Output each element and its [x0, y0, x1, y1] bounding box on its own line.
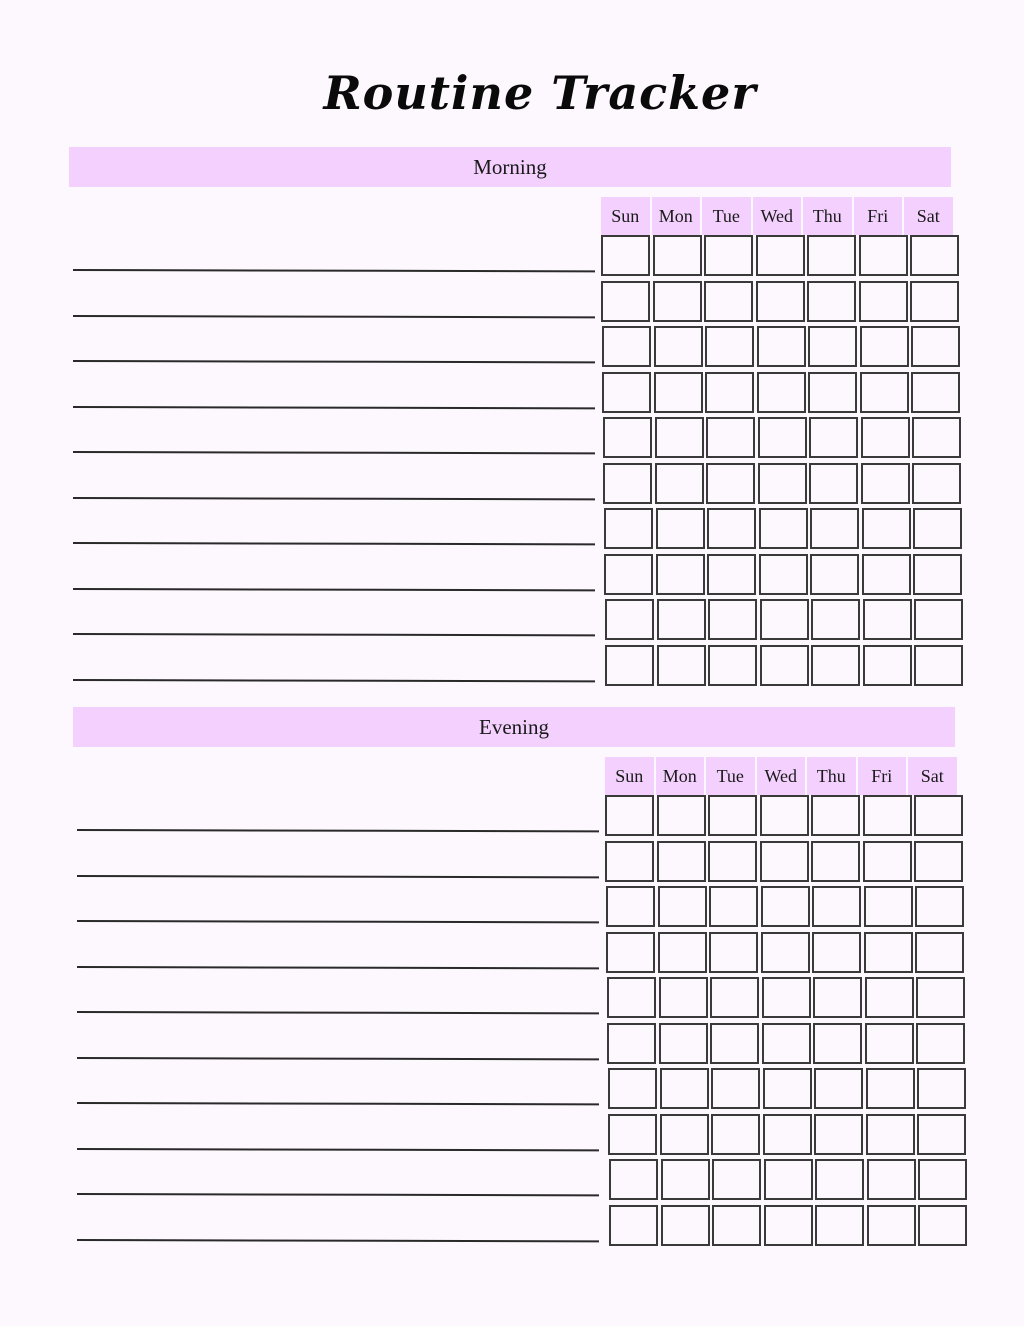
checkbox-thu[interactable]	[808, 372, 857, 413]
checkbox-sun[interactable]	[609, 1205, 658, 1246]
checkbox-sun[interactable]	[605, 841, 654, 882]
checkbox-thu[interactable]	[808, 326, 857, 367]
checkbox-row	[601, 281, 959, 322]
checkbox-thu[interactable]	[815, 1205, 864, 1246]
checkbox-sun[interactable]	[606, 886, 655, 927]
checkbox-thu[interactable]	[812, 932, 861, 973]
checkbox-wed[interactable]	[764, 1159, 813, 1200]
checkbox-thu[interactable]	[811, 599, 860, 640]
checkbox-mon[interactable]	[660, 1114, 709, 1155]
day-header-sun: Sun	[601, 197, 650, 235]
checkbox-mon[interactable]	[654, 372, 703, 413]
checkbox-sun[interactable]	[609, 1159, 658, 1200]
checkbox-wed[interactable]	[758, 463, 807, 504]
checkbox-thu[interactable]	[811, 841, 860, 882]
checkbox-wed[interactable]	[764, 1205, 813, 1246]
checkbox-mon[interactable]	[661, 1159, 710, 1200]
routine-entry-line[interactable]	[73, 542, 595, 545]
checkbox-row	[602, 372, 960, 413]
checkbox-fri[interactable]	[862, 508, 911, 549]
checkbox-tue[interactable]	[708, 599, 757, 640]
checkbox-sun[interactable]	[608, 1068, 657, 1109]
checkbox-fri[interactable]	[865, 977, 914, 1018]
checkbox-fri[interactable]	[863, 599, 912, 640]
checkbox-tue[interactable]	[705, 326, 754, 367]
routine-entry-line[interactable]	[77, 966, 599, 969]
checkbox-wed[interactable]	[762, 977, 811, 1018]
checkbox-wed[interactable]	[760, 795, 809, 836]
checkbox-sun[interactable]	[605, 645, 654, 686]
checkbox-sat[interactable]	[913, 508, 962, 549]
checkbox-fri[interactable]	[859, 281, 908, 322]
checkbox-tue[interactable]	[708, 645, 757, 686]
day-header-row-morning	[601, 197, 953, 235]
checkbox-sun[interactable]	[608, 1114, 657, 1155]
routine-entry-line[interactable]	[77, 829, 599, 832]
checkbox-row	[603, 417, 961, 458]
checkbox-row	[607, 1023, 965, 1064]
checkbox-sun[interactable]	[601, 235, 650, 276]
checkbox-fri[interactable]	[862, 554, 911, 595]
routine-entry-line[interactable]	[73, 451, 595, 454]
day-header-fri: Fri	[858, 757, 907, 795]
checkbox-wed[interactable]	[760, 645, 809, 686]
checkbox-sun[interactable]	[602, 372, 651, 413]
checkbox-mon[interactable]	[656, 554, 705, 595]
checkbox-row	[608, 1114, 966, 1155]
checkbox-sat[interactable]	[914, 841, 963, 882]
checkbox-wed[interactable]	[761, 932, 810, 973]
checkbox-tue[interactable]	[712, 1205, 761, 1246]
routine-entry-line[interactable]	[73, 315, 595, 318]
checkbox-sun[interactable]	[607, 977, 656, 1018]
checkbox-wed[interactable]	[763, 1114, 812, 1155]
checkbox-row	[608, 1068, 966, 1109]
checkbox-sat[interactable]	[914, 599, 963, 640]
checkbox-tue[interactable]	[708, 795, 757, 836]
checkbox-fri[interactable]	[864, 886, 913, 927]
checkbox-row	[601, 235, 959, 276]
checkbox-thu[interactable]	[811, 795, 860, 836]
checkbox-thu[interactable]	[812, 886, 861, 927]
checkbox-wed[interactable]	[757, 326, 806, 367]
checkbox-row	[605, 841, 963, 882]
checkbox-sat[interactable]	[911, 372, 960, 413]
checkbox-wed[interactable]	[763, 1068, 812, 1109]
routine-entry-line[interactable]	[73, 269, 595, 272]
day-header-thu: Thu	[807, 757, 856, 795]
day-header-mon: Mon	[652, 197, 701, 235]
checkbox-fri[interactable]	[861, 463, 910, 504]
checkbox-row	[605, 645, 963, 686]
routine-entry-line[interactable]	[73, 406, 595, 409]
checkbox-wed[interactable]	[760, 841, 809, 882]
checkbox-mon[interactable]	[654, 326, 703, 367]
checkbox-fri[interactable]	[863, 841, 912, 882]
checkbox-thu[interactable]	[811, 645, 860, 686]
checkbox-thu[interactable]	[807, 235, 856, 276]
checkbox-mon[interactable]	[657, 841, 706, 882]
checkbox-row	[609, 1205, 967, 1246]
checkbox-mon[interactable]	[659, 1023, 708, 1064]
checkbox-mon[interactable]	[653, 235, 702, 276]
checkbox-sat[interactable]	[917, 1114, 966, 1155]
day-header-tue: Tue	[706, 757, 755, 795]
routine-entry-line[interactable]	[77, 1193, 599, 1196]
checkbox-row	[606, 932, 964, 973]
section-header-evening	[73, 707, 955, 747]
day-header-sat: Sat	[904, 197, 953, 235]
checkbox-sat[interactable]	[910, 281, 959, 322]
day-header-fri: Fri	[854, 197, 903, 235]
checkbox-thu[interactable]	[814, 1114, 863, 1155]
checkbox-row	[602, 326, 960, 367]
checkbox-tue[interactable]	[704, 235, 753, 276]
checkbox-mon[interactable]	[657, 599, 706, 640]
checkbox-mon[interactable]	[655, 463, 704, 504]
checkbox-fri[interactable]	[863, 645, 912, 686]
checkbox-tue[interactable]	[705, 372, 754, 413]
checkbox-tue[interactable]	[707, 508, 756, 549]
checkbox-tue[interactable]	[711, 1068, 760, 1109]
routine-entry-line[interactable]	[73, 360, 595, 363]
checkbox-sun[interactable]	[601, 281, 650, 322]
checkbox-row	[603, 463, 961, 504]
routine-entry-line[interactable]	[77, 920, 599, 923]
checkbox-row	[605, 795, 963, 836]
checkbox-sun[interactable]	[605, 599, 654, 640]
checkbox-fri[interactable]	[860, 326, 909, 367]
day-header-wed: Wed	[753, 197, 802, 235]
checkbox-mon[interactable]	[657, 645, 706, 686]
routine-entry-line[interactable]	[77, 1148, 599, 1151]
checkbox-mon[interactable]	[659, 977, 708, 1018]
checkbox-sat[interactable]	[914, 645, 963, 686]
checkbox-fri[interactable]	[863, 795, 912, 836]
checkbox-sun[interactable]	[604, 554, 653, 595]
checkbox-sun[interactable]	[605, 795, 654, 836]
checkbox-wed[interactable]	[759, 508, 808, 549]
checkbox-row	[607, 977, 965, 1018]
day-header-sun: Sun	[605, 757, 654, 795]
checkbox-mon[interactable]	[658, 932, 707, 973]
checkbox-thu[interactable]	[810, 554, 859, 595]
checkbox-fri[interactable]	[864, 932, 913, 973]
checkbox-sat[interactable]	[918, 1205, 967, 1246]
checkbox-fri[interactable]	[866, 1068, 915, 1109]
checkbox-sat[interactable]	[918, 1159, 967, 1200]
checkbox-tue[interactable]	[707, 554, 756, 595]
checkbox-thu[interactable]	[813, 977, 862, 1018]
checkbox-wed[interactable]	[756, 235, 805, 276]
routine-entry-line[interactable]	[73, 679, 595, 682]
day-header-thu: Thu	[803, 197, 852, 235]
checkbox-row	[604, 508, 962, 549]
day-header-wed: Wed	[757, 757, 806, 795]
checkbox-sun[interactable]	[607, 1023, 656, 1064]
checkbox-sat[interactable]	[912, 463, 961, 504]
checkbox-fri[interactable]	[859, 235, 908, 276]
section-label: Morning	[473, 155, 547, 179]
checkbox-wed[interactable]	[756, 281, 805, 322]
checkbox-sat[interactable]	[913, 554, 962, 595]
checkbox-tue[interactable]	[704, 281, 753, 322]
checkbox-wed[interactable]	[762, 1023, 811, 1064]
checkbox-tue[interactable]	[710, 1023, 759, 1064]
routine-entry-line[interactable]	[73, 588, 595, 591]
checkbox-tue[interactable]	[706, 463, 755, 504]
section-label: Evening	[479, 715, 549, 739]
checkbox-sun[interactable]	[606, 932, 655, 973]
routine-entry-line[interactable]	[73, 497, 595, 500]
checkbox-row	[606, 886, 964, 927]
checkbox-fri[interactable]	[867, 1159, 916, 1200]
checkbox-sun[interactable]	[602, 326, 651, 367]
routine-entry-line[interactable]	[77, 875, 599, 878]
section-header-morning	[69, 147, 951, 187]
checkbox-thu[interactable]	[809, 417, 858, 458]
day-header-row-evening	[605, 757, 957, 795]
checkbox-sat[interactable]	[911, 326, 960, 367]
checkbox-fri[interactable]	[866, 1114, 915, 1155]
checkbox-sun[interactable]	[604, 508, 653, 549]
checkbox-wed[interactable]	[758, 417, 807, 458]
routine-entry-line[interactable]	[77, 1102, 599, 1105]
checkbox-mon[interactable]	[655, 417, 704, 458]
checkbox-mon[interactable]	[658, 886, 707, 927]
checkbox-fri[interactable]	[865, 1023, 914, 1064]
routine-entry-line[interactable]	[77, 1239, 599, 1242]
checkbox-tue[interactable]	[708, 841, 757, 882]
checkbox-wed[interactable]	[761, 886, 810, 927]
checkbox-fri[interactable]	[867, 1205, 916, 1246]
page-title: Routine Tracker	[323, 66, 757, 120]
day-header-mon: Mon	[656, 757, 705, 795]
checkbox-fri[interactable]	[861, 417, 910, 458]
checkbox-sat[interactable]	[912, 417, 961, 458]
routine-entry-line[interactable]	[73, 633, 595, 636]
checkbox-row	[605, 599, 963, 640]
checkbox-sun[interactable]	[603, 463, 652, 504]
checkbox-fri[interactable]	[860, 372, 909, 413]
day-header-tue: Tue	[702, 197, 751, 235]
checkbox-tue[interactable]	[709, 886, 758, 927]
checkbox-sun[interactable]	[603, 417, 652, 458]
checkbox-sat[interactable]	[916, 977, 965, 1018]
checkbox-mon[interactable]	[660, 1068, 709, 1109]
checkbox-wed[interactable]	[757, 372, 806, 413]
checkbox-thu[interactable]	[815, 1159, 864, 1200]
checkbox-sat[interactable]	[915, 886, 964, 927]
checkbox-tue[interactable]	[711, 1114, 760, 1155]
checkbox-mon[interactable]	[661, 1205, 710, 1246]
checkbox-mon[interactable]	[656, 508, 705, 549]
checkbox-sat[interactable]	[917, 1068, 966, 1109]
routine-entry-line[interactable]	[77, 1011, 599, 1014]
checkbox-mon[interactable]	[653, 281, 702, 322]
checkbox-thu[interactable]	[813, 1023, 862, 1064]
checkbox-tue[interactable]	[709, 932, 758, 973]
checkbox-thu[interactable]	[807, 281, 856, 322]
checkbox-tue[interactable]	[712, 1159, 761, 1200]
checkbox-thu[interactable]	[810, 508, 859, 549]
checkbox-tue[interactable]	[706, 417, 755, 458]
checkbox-row	[609, 1159, 967, 1200]
day-header-sat: Sat	[908, 757, 957, 795]
checkbox-sat[interactable]	[910, 235, 959, 276]
checkbox-thu[interactable]	[809, 463, 858, 504]
checkbox-sat[interactable]	[914, 795, 963, 836]
checkbox-sat[interactable]	[916, 1023, 965, 1064]
checkbox-thu[interactable]	[814, 1068, 863, 1109]
checkbox-sat[interactable]	[915, 932, 964, 973]
checkbox-row	[604, 554, 962, 595]
routine-entry-line[interactable]	[77, 1057, 599, 1060]
checkbox-wed[interactable]	[760, 599, 809, 640]
checkbox-mon[interactable]	[657, 795, 706, 836]
checkbox-wed[interactable]	[759, 554, 808, 595]
checkbox-tue[interactable]	[710, 977, 759, 1018]
